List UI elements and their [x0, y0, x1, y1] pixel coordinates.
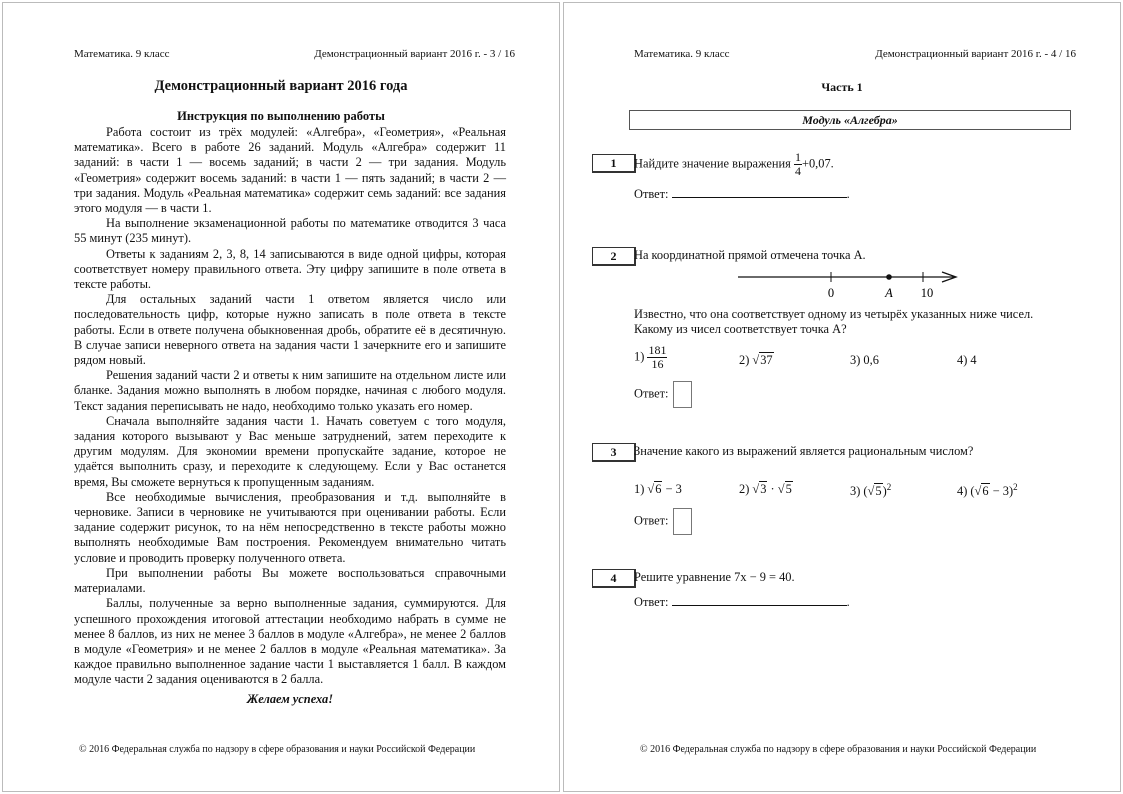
numerator: 181 — [648, 343, 667, 357]
header-page: Демонстрационный вариант 2016 г. - 4 / 16 — [875, 48, 1076, 60]
answer-line-4[interactable]: Ответ: . — [634, 595, 850, 609]
paragraph: Ответы к заданиям 2, 3, 8, 14 записываются в виде одной цифры, которая соответствует номеру правильного ответа. Эту цифру запишите в поле ответа в тексте работы. — [74, 246, 506, 292]
option-label: 2) — [739, 353, 750, 367]
radicand: 37 — [760, 353, 773, 367]
instruction-heading: Инструкция по выполнению работы — [177, 109, 385, 123]
task-number: 4 — [592, 569, 636, 588]
answer-box[interactable] — [673, 381, 692, 408]
page-right — [563, 2, 1121, 792]
option-4: 4) $(√6 - 3)^2$ — [957, 482, 1018, 499]
task-text: Значение какого из выражений является рациональным числом? — [634, 444, 974, 458]
task-number: 2 — [592, 247, 636, 266]
radicand: 3 — [760, 482, 767, 496]
expression-tail: +0,07. — [801, 156, 834, 171]
exponent: 2 — [1013, 482, 1018, 492]
task-number: 3 — [592, 443, 636, 462]
answer-field[interactable] — [672, 595, 847, 606]
option-label: 1) — [634, 482, 645, 496]
paragraph: Для остальных заданий части 1 ответом является число или последовательность цифр, которые нужно записать в поле ответа в тексте работы. Если в ответе получена обыкновенная дробь, обратите её в десятичную. В случае записи неверного ответа на задания части 1 зачеркните его и запишите рядом новый. — [74, 292, 506, 368]
task-number: 1 — [592, 154, 636, 173]
header-subject: Математика. 9 класс — [74, 48, 170, 60]
instruction-body — [74, 125, 506, 707]
answer-line-1[interactable]: Ответ: . — [634, 187, 850, 201]
task-4-text — [634, 570, 795, 585]
option-3: 3) $(√5)^2$ — [850, 482, 892, 499]
task-text-line: Какому из чисел соответствует точка A? — [634, 322, 847, 336]
module-banner: Модуль «Алгебра» — [629, 110, 1071, 130]
option-2: 2) √3 · √5 — [739, 482, 792, 496]
wish-text: Желаем успеха! — [246, 691, 334, 706]
option-3: 3) 0,6 — [850, 353, 879, 367]
option-1: 1) √6 − 3 — [634, 482, 682, 496]
task-text: Решите уравнение — [634, 570, 732, 584]
tick-zero: 0 — [827, 286, 835, 300]
header-subject: Математика. 9 класс — [634, 48, 730, 60]
option-label: 2) — [739, 482, 750, 496]
fraction — [794, 151, 802, 178]
paragraph: Сначала выполняйте задания части 1. Начать советуем с того модуля, задания которого вызывают у Вас меньше затруднений, затем переходите к другим модулям. Для экономии времени пропускайте задание, которое не удаётся выполнить сразу, и переходите к следующему. Если у Вас останется время, Вы сможете вернуться к пропущенным заданиям. — [74, 413, 506, 489]
page-left — [2, 2, 560, 792]
denominator: 4 — [794, 164, 801, 178]
radicand: 5 — [785, 482, 792, 496]
denominator: 16 — [651, 357, 664, 371]
answer-row-2 — [634, 381, 692, 408]
paragraph: Работа состоит из трёх модулей: «Алгебра», «Геометрия», «Реальная математика». Всего в работе 26 заданий. Модуль «Алгебра» содержит 11 заданий: в части 1 — восемь заданий; в части 2 — три задания. Модуль «Геометрия» содержит восемь заданий: в части 1 — пять заданий; в части 2 — три задания. Модуль «Реальная математика» содержит семь заданий: все задания этого модуля — в части 1. — [74, 125, 506, 216]
number-line — [734, 267, 964, 303]
task-text: Найдите значение выражения — [634, 156, 791, 171]
answer-box[interactable] — [673, 508, 692, 535]
option-label: 1) — [634, 349, 645, 364]
answer-label: Ответ: — [634, 386, 669, 401]
paragraph: Баллы, полученные за верно выполненные задания, суммируются. Для успешного прохождения итоговой аттестации необходимо набрать в сумме не менее 8 баллов, из них не менее 3 баллов в модуле «Алгебра», не менее 2 баллов в модуле «Геометрия» и не менее 2 баллов в модуле «Реальная математика». За каждое правильно выполненное задание части 1 выставляется 1 балл. В каждом модуле части 2 задания оцениваются в 2 балла. — [74, 596, 506, 687]
paragraph: Все необходимые вычисления, преобразования и т.д. выполняйте в черновике. Записи в черновике не учитываются при оценивании работы. Если задание содержит рисунок, то на нём непосредственно в тексте работы можно выполнять необходимые Вам построения. Рекомендуем внимательно читать условие и проводить проверку полученного ответа. — [74, 489, 506, 565]
answer-label: Ответ: — [634, 513, 669, 528]
answer-row-3 — [634, 508, 692, 535]
task-text-line: Известно, что она соответствует одному из четырёх указанных ниже чисел. — [634, 307, 1034, 321]
part-heading: Часть 1 — [821, 80, 863, 94]
page-title: Демонстрационный вариант 2016 года — [154, 78, 408, 94]
footer: © 2016 Федеральная служба по надзору в сфере образования и науки Российской Федерации — [79, 744, 476, 755]
option-2: 2) √37 — [739, 353, 773, 367]
radicand: 6 — [982, 484, 989, 499]
numerator: 1 — [794, 150, 801, 164]
equation: 7x − 9 = 40. — [734, 570, 795, 584]
math-term: − 3 — [662, 482, 682, 496]
answer-label: Ответ: — [634, 187, 669, 201]
task-1-text — [634, 151, 834, 178]
task-text — [634, 307, 1066, 337]
option-1 — [634, 344, 667, 371]
task-text: На координатной прямой отмечена точка A. — [634, 248, 866, 262]
math-term: · — [767, 482, 778, 496]
footer: © 2016 Федеральная служба по надзору в сфере образования и науки Российской Федерации — [640, 744, 1037, 755]
header-page: Демонстрационный вариант 2016 г. - 3 / 16 — [314, 48, 515, 60]
exponent: 2 — [886, 482, 892, 492]
radicand: 6 — [655, 482, 662, 496]
math-term: − 3 — [989, 484, 1009, 499]
tick-ten: 10 — [920, 286, 934, 300]
option-label: 3) — [850, 484, 861, 499]
option-4: 4) 4 — [957, 353, 977, 367]
paragraph: На выполнение экзаменационной работы по математике отводится 3 часа 55 минут (235 минут). — [74, 216, 506, 246]
option-label: 4) — [957, 484, 968, 499]
answer-field[interactable] — [672, 187, 847, 198]
answer-label: Ответ: — [634, 595, 669, 609]
point-a-label: A — [885, 286, 893, 300]
fraction — [647, 344, 667, 371]
paragraph: При выполнении работы Вы можете воспользоваться справочными материалами. — [74, 565, 506, 596]
paragraph: Решения заданий части 2 и ответы к ним запишите на отдельном листе или бланке. Задания можно выполнять в любом порядке, начиная с любого модуля. Текст задания переписывать не надо, необходимо только указать его номер. — [74, 368, 506, 413]
radicand: 5 — [875, 484, 882, 499]
